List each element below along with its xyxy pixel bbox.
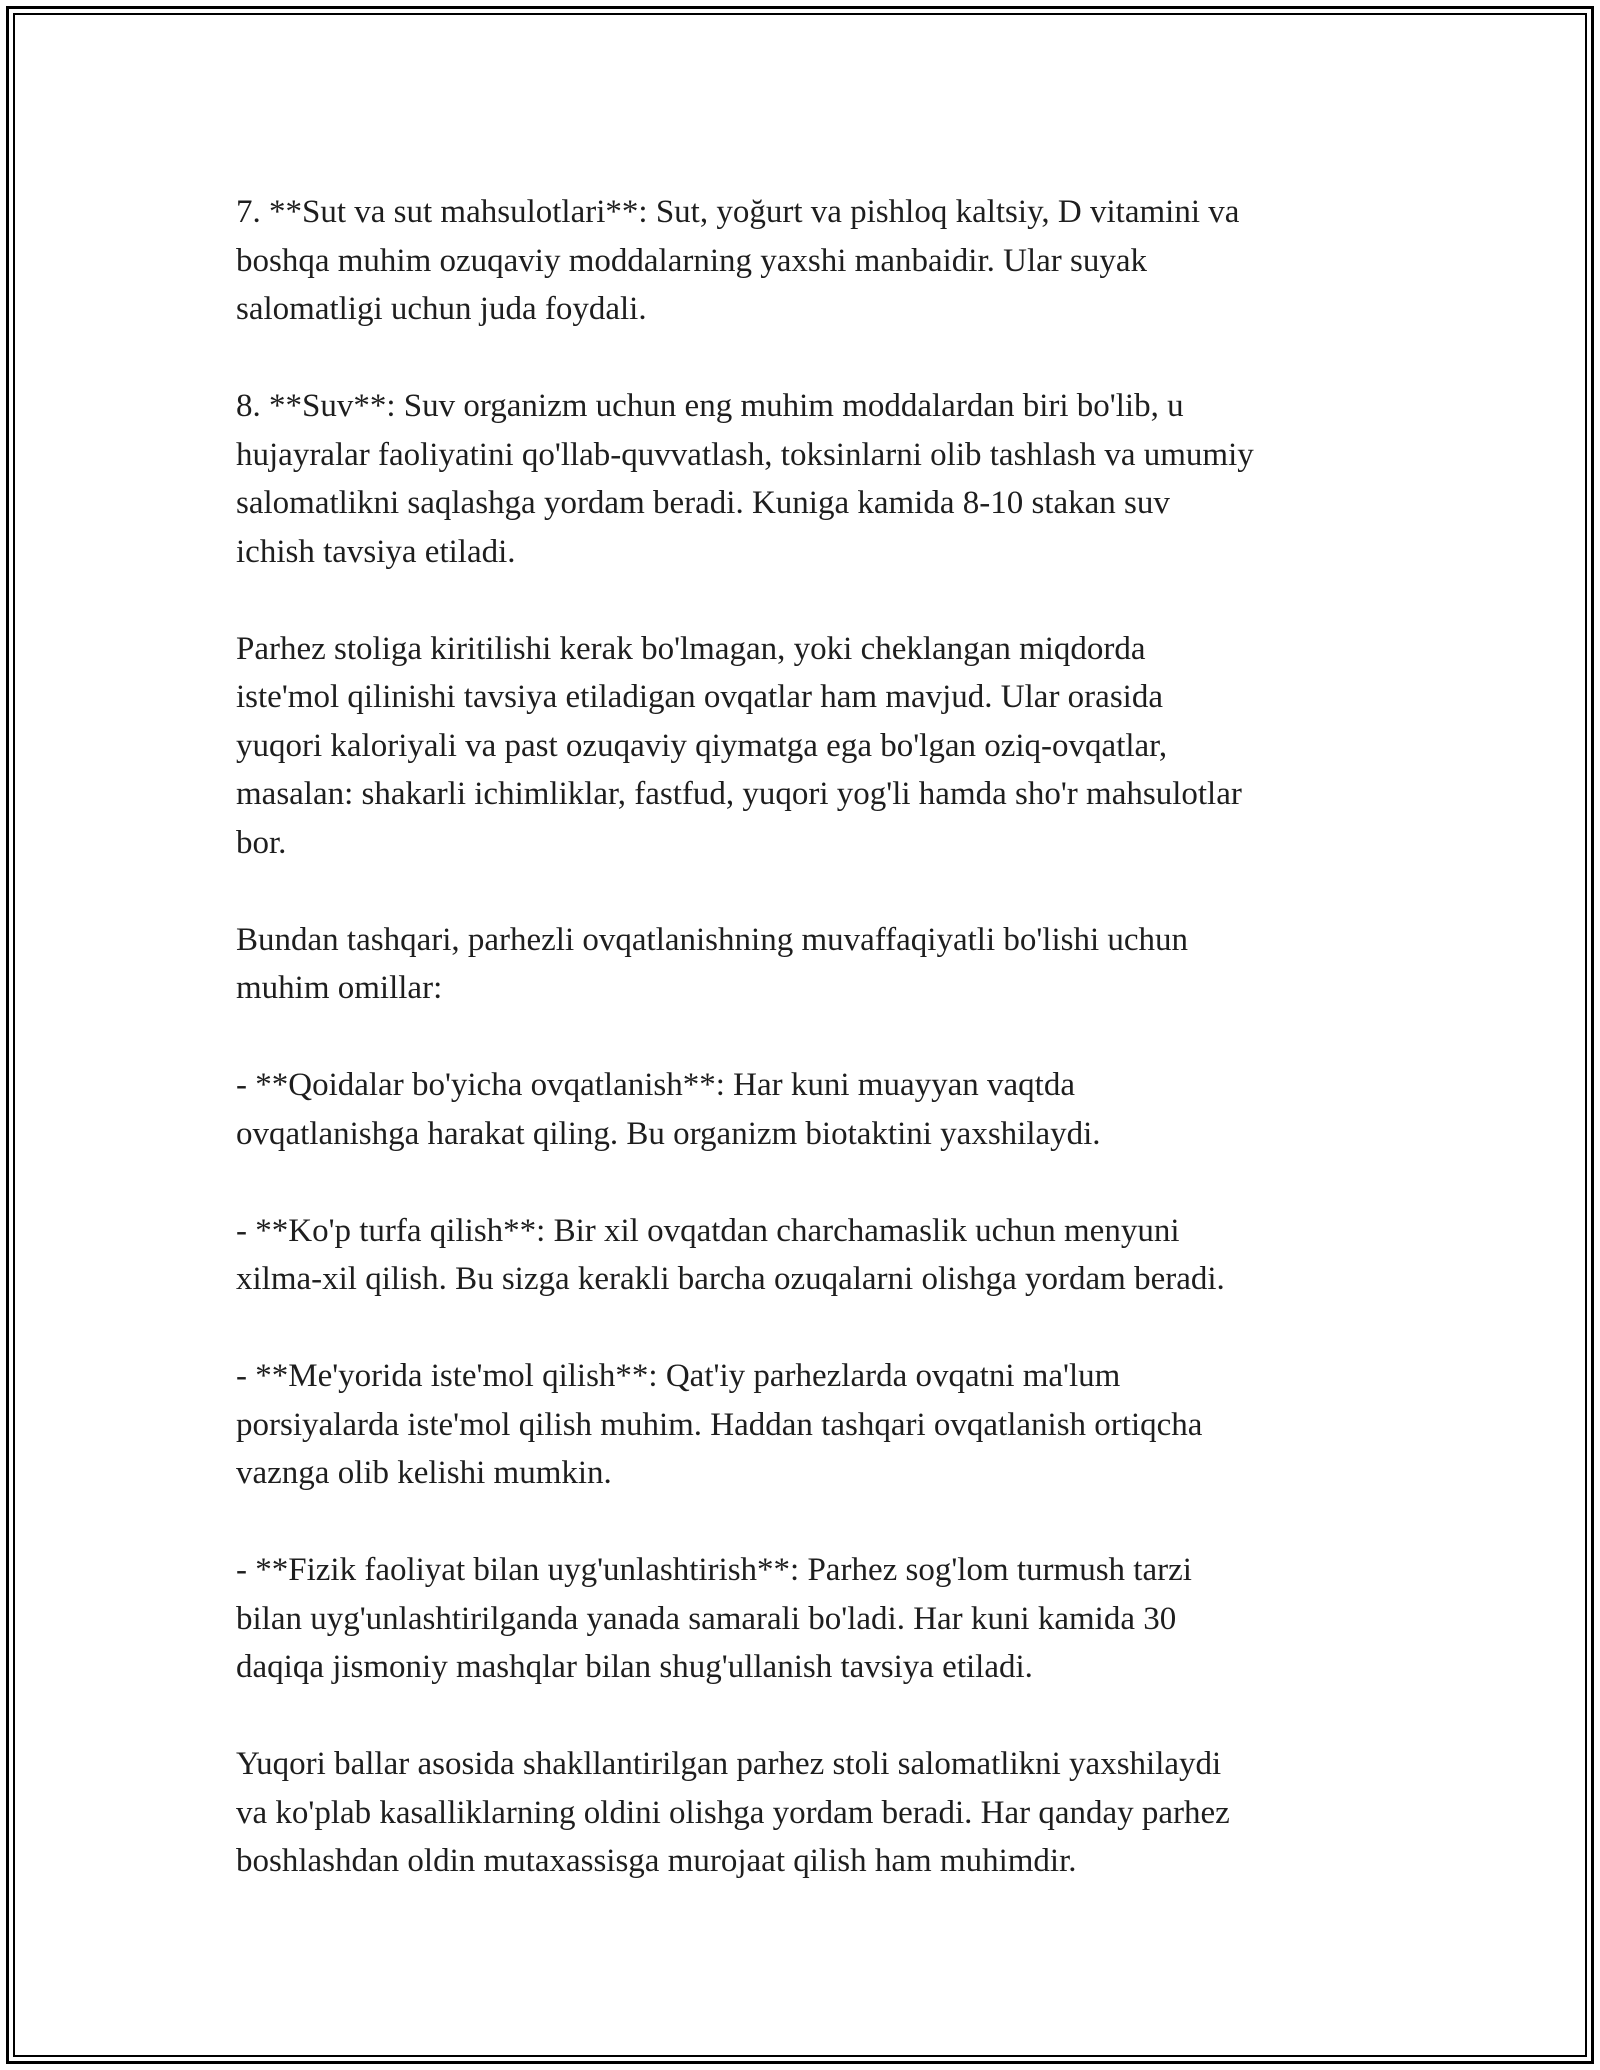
paragraph-item-7-dairy: 7. **Sut va sut mahsulotlari**: Sut, yoğurt va pishloq kaltsiy, D vitamini va boshqa muhim ozuqaviy moddalarning yaxshi manbaidir. Ular suyak salomatligi uchun juda foydali.: [236, 194, 1240, 327]
paragraph-conclusion: Yuqori ballar asosida shakllantirilgan parhez stoli salomatlikni yaxshilaydi va ko'plab kasalliklarning oldini olishga yordam beradi. Har qanday parhez boshlashdan oldin mutaxassisga murojaat qilish ham muhimdir.: [236, 1746, 1230, 1879]
bullet-variety: - **Ko'p turfa qilish**: Bir xil ovqatdan charchamaslik uchun menyuni xilma-xil qilish. Bu sizga kerakli barcha ozuqalarni olishga yordam beradi.: [236, 1212, 1225, 1297]
bullet-moderation: - **Me'yorida iste'mol qilish**: Qat'iy parhezlarda ovqatni ma'lum porsiyalarda iste'mol qilish muhim. Haddan tashqari ovqatlanish ortiqcha vaznga olib kelishi mumkin.: [236, 1358, 1203, 1491]
document-body: [236, 188, 1376, 1886]
bullet-physical-activity: - **Fizik faoliyat bilan uyg'unlashtirish**: Parhez sog'lom turmush tarzi bilan uyg'unlashtirilganda yanada samarali bo'ladi. Har kuni kamida 30 daqiqa jismoniy mashqlar bilan shug'ullanish tavsiya etiladi.: [236, 1552, 1192, 1685]
paragraph-restricted-foods: Parhez stoliga kiritilishi kerak bo'lmagan, yoki cheklangan miqdorda iste'mol qilinishi tavsiya etiladigan ovqatlar ham mavjud. Ular orasida yuqori kaloriyali va past ozuqaviy qiymatga ega bo'lgan oziq-ovqatlar, masalan: shakarli ichimliklar, fastfud, yuqori yog'li hamda sho'r mahsulotlar bor.: [236, 630, 1242, 861]
paragraph-success-factors-intro: Bundan tashqari, parhezli ovqatlanishning muvaffaqiyatli bo'lishi uchun muhim omillar:: [236, 921, 1189, 1006]
bullet-regular-meals: - **Qoidalar bo'yicha ovqatlanish**: Har kuni muayyan vaqtda ovqatlanishga harakat qiling. Bu organizm biotaktini yaxshilaydi.: [236, 1067, 1101, 1152]
paragraph-item-8-water: 8. **Suv**: Suv organizm uchun eng muhim moddalardan biri bo'lib, u hujayralar faoliyatini qo'llab-quvvatlash, toksinlarni olib tashlash va umumiy salomatlikni saqlashga yordam beradi. Kuniga kamida 8-10 stakan suv ichish tavsiya etiladi.: [236, 388, 1254, 570]
